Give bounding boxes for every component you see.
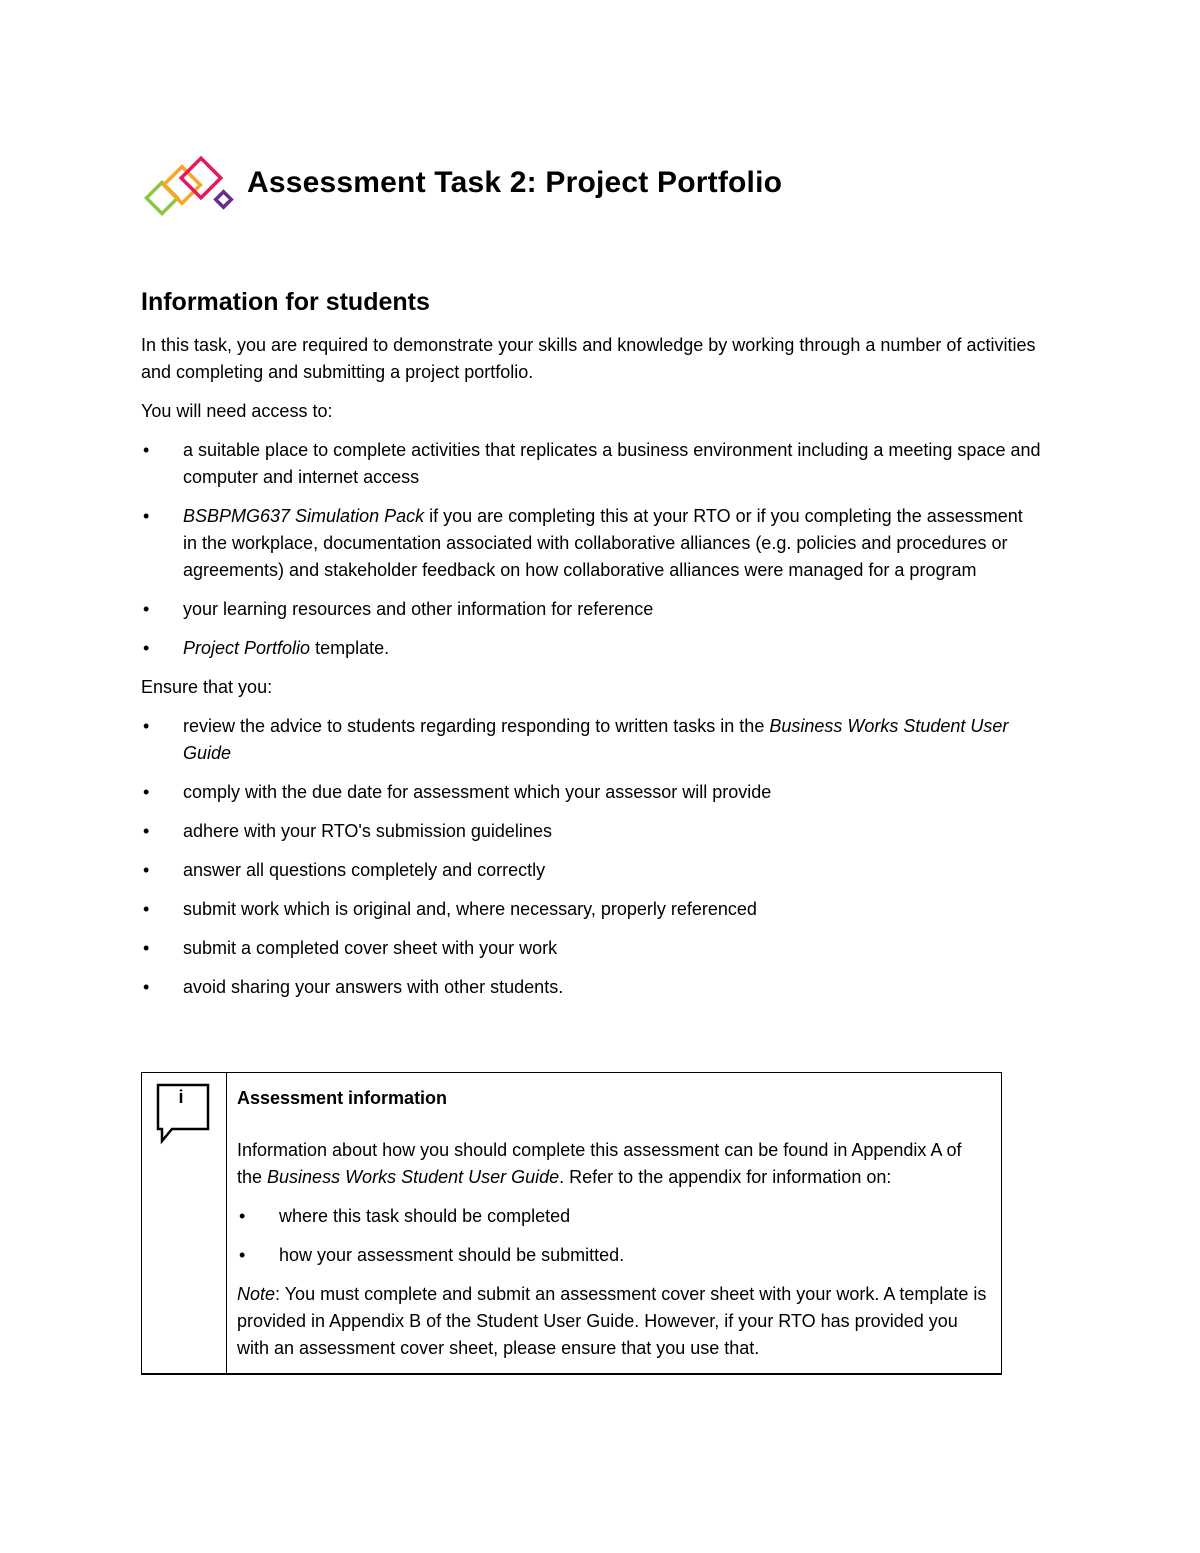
list-item-text: where this task should be completed [279, 1206, 571, 1226]
bullet-icon: • [143, 782, 150, 802]
bullet-icon: • [143, 938, 150, 958]
section-heading: Information for students [141, 288, 430, 316]
list-item-text: submit a completed cover sheet with your work [183, 938, 558, 958]
logo-square-purple [216, 192, 232, 208]
bullet-icon: • [143, 506, 150, 526]
list-item [141, 713, 1041, 767]
info-speech-bubble-icon [154, 1083, 212, 1147]
list-item [141, 503, 1041, 584]
list-item-text: comply with the due date for assessment which your assessor will provide [183, 782, 772, 802]
list-item-text: a suitable place to complete activities that replicates a business environment including a meeting space and computer and internet access [183, 440, 1041, 487]
document-title: Assessment Task 2: Project Portfolio [247, 166, 783, 199]
bullet-icon: • [143, 977, 150, 997]
assessment-info-box [141, 1072, 1002, 1375]
list-item [141, 596, 1041, 623]
ensure-list [141, 713, 1041, 1001]
info-paragraph-text: Information about how you should complete this assessment can be found in Appendix A of the [237, 1140, 962, 1187]
list-item [141, 437, 1041, 491]
note-text: : You must complete and submit an assessment cover sheet with your work. A template is provided in Appendix B of the Student User Guide. However, if your RTO has provided you with an assessment cover sheet, please ensure that you use that. [237, 1284, 987, 1358]
info-paragraph-text-end: . Refer to the appendix for information on: [559, 1167, 892, 1187]
list-item-text: review the advice to students regarding responding to written tasks in the [183, 716, 770, 736]
bullet-icon: • [143, 860, 150, 880]
info-icon-letter: i [178, 1087, 184, 1107]
bullet-icon: • [239, 1245, 246, 1265]
list-item [141, 818, 1041, 845]
list-item-text: your learning resources and other information for reference [183, 599, 654, 619]
bullet-icon: • [143, 821, 150, 841]
list-item-text: adhere with your RTO's submission guidelines [183, 821, 552, 841]
ensure-lead: Ensure that you: [141, 677, 273, 697]
list-item [237, 1203, 989, 1230]
portfolio-template-title: Project Portfolio [183, 638, 311, 658]
info-text-cell [227, 1073, 1001, 1373]
list-item [141, 635, 1041, 662]
note-label: Note [237, 1284, 276, 1304]
info-list [237, 1203, 989, 1269]
access-list [141, 437, 1041, 662]
info-paragraph [237, 1137, 989, 1191]
user-guide-title: Business Works Student User Guide [183, 716, 1009, 763]
list-item [141, 779, 1041, 806]
bullet-icon: • [143, 899, 150, 919]
simulation-pack-title: BSBPMG637 Simulation Pack [183, 506, 425, 526]
list-item-text: how your assessment should be submitted. [279, 1245, 625, 1265]
list-item-text: answer all questions completely and correctly [183, 860, 546, 880]
list-item-text: template. [310, 638, 390, 658]
info-heading: Assessment information [237, 1088, 448, 1108]
list-item [141, 857, 1041, 884]
bullet-icon: • [143, 716, 150, 736]
info-note [237, 1281, 989, 1362]
bullet-icon: • [143, 599, 150, 619]
student-information-section [141, 284, 1041, 1013]
bullet-icon: • [143, 638, 150, 658]
list-item [237, 1242, 989, 1269]
logo-square-orange [164, 167, 201, 204]
logo-square-red [181, 158, 221, 198]
list-item [141, 974, 1041, 1001]
info-user-guide-title: Business Works Student User Guide [267, 1167, 560, 1187]
logo-square-green [146, 182, 177, 213]
list-item-text: avoid sharing your answers with other students. [183, 977, 564, 997]
list-item-text: if you are completing this at your RTO or if you completing the assessment in the workplace, documentation associated with collaborative alliances (e.g. policies and procedures or agreements) and stakeholder feedback on how collaborative alliances were managed for a program [183, 506, 1023, 580]
bullet-icon: • [239, 1206, 246, 1226]
list-item-text: submit work which is original and, where necessary, properly referenced [183, 899, 757, 919]
list-item [141, 896, 1041, 923]
access-lead: You will need access to: [141, 401, 333, 421]
intro-paragraph: In this task, you are required to demonstrate your skills and knowledge by working through a number of activities and completing and submitting a project portfolio. [141, 335, 1036, 382]
list-item [141, 935, 1041, 962]
info-icon-cell [142, 1073, 227, 1373]
bullet-icon: • [143, 440, 150, 460]
logo-icon [139, 152, 239, 224]
